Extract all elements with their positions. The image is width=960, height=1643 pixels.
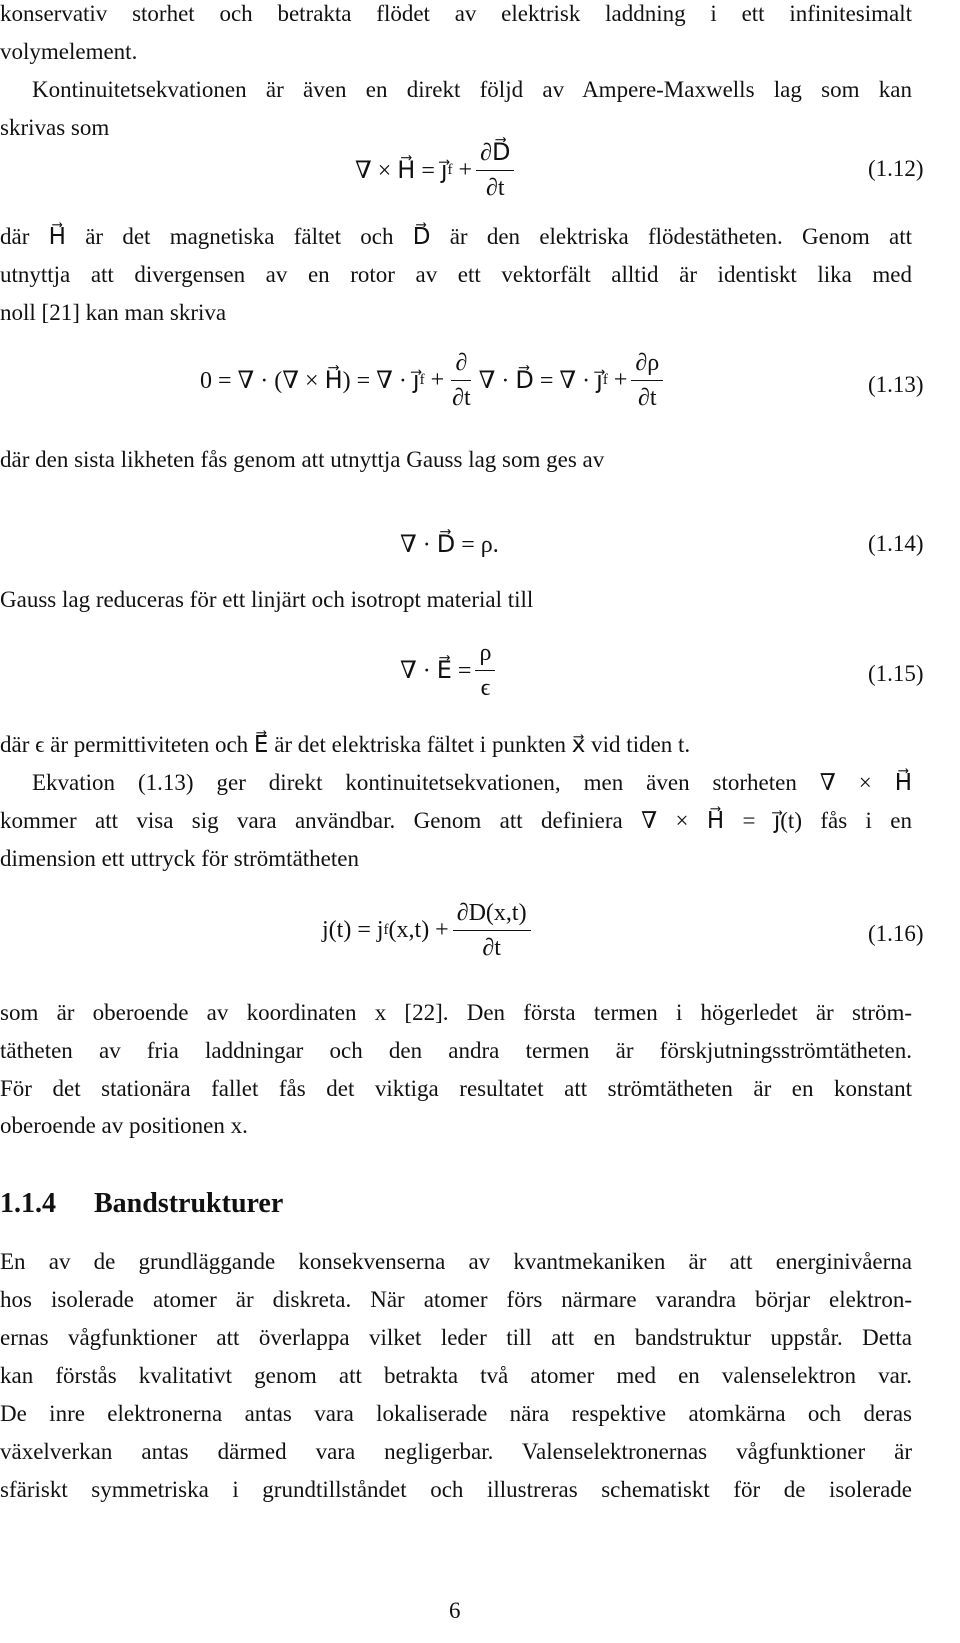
denominator: ∂t	[486, 175, 505, 201]
section-heading	[0, 1188, 283, 1220]
text-line: oberoende av positionen x.	[0, 1113, 248, 1138]
text-line: konservativ storhet och betrakta flödet av elektrisk laddning i ett infinitesimalt	[0, 1, 912, 26]
eq-part: ∇ · E⃗ =	[400, 658, 472, 684]
section-title: Bandstrukturer	[94, 1188, 284, 1219]
text-line: där ϵ är permittiviteten och E⃗ är det elektriska fältet i punkten x⃗ vid tiden t.	[0, 732, 691, 757]
equation-number: (1.13)	[868, 372, 924, 397]
text-line: Gauss lag reduceras för ett linjärt och isotropt material till	[0, 587, 534, 612]
eq-part: ∇ · D⃗ = ρ.	[400, 532, 499, 558]
equation-1-16	[322, 900, 535, 961]
denominator: ϵ	[480, 675, 491, 701]
text-line: dimension ett uttryck för strömtätheten	[0, 846, 359, 871]
text-line: De inre elektronerna antas vara lokaliserade nära respektive atomkärna och deras	[0, 1401, 912, 1426]
numerator: ρ	[475, 640, 495, 671]
text-line: skrivas som	[0, 115, 110, 140]
eq-part: 0 = ∇ · (∇ × H⃗) = ∇ · j⃗	[200, 368, 420, 394]
text-line: Kontinuitetsekvationen är även en direkt följd av Ampere-Maxwells lag som kan	[32, 77, 912, 102]
text-line: där den sista likheten fås genom att utnyttja Gauss lag som ges av	[0, 447, 605, 472]
text-line: som är oberoende av koordinaten x [22]. Den första termen i högerledet är ström-	[0, 1000, 912, 1025]
equation-1-15	[400, 640, 499, 701]
numerator: ∂D⃗	[476, 140, 514, 171]
numerator: ∂ρ	[631, 350, 663, 381]
equation-1-14	[400, 530, 499, 559]
fraction	[476, 140, 514, 201]
text-line: tätheten av fria laddningar och den andra termen är förskjutningsströmtätheten.	[0, 1038, 912, 1063]
numerator: ∂D(x,t)	[453, 900, 531, 931]
eq-part: +	[613, 367, 628, 393]
text-line: kan förstås kvalitativt genom att betrakta två atomer med en valenselektron var.	[0, 1363, 912, 1388]
numerator: ∂	[451, 350, 471, 381]
text-line: hos isolerade atomer är diskreta. När atomer förs närmare varandra börjar elektron-	[0, 1287, 912, 1312]
eq-part: +	[430, 367, 445, 393]
text-line: En av de grundläggande konsekvenserna av kvantmekaniken är att energinivåerna	[0, 1249, 912, 1274]
eq-part: (x,t) +	[388, 917, 449, 943]
eq-sub: f	[383, 922, 389, 938]
text-line: För det stationära fallet fås det viktiga resultatet att strömtätheten är en konstant	[0, 1076, 912, 1101]
equation-1-12	[355, 140, 518, 201]
eq-sub: f	[447, 162, 453, 178]
eq-part: +	[458, 157, 473, 183]
equation-1-13	[200, 350, 667, 411]
text-line: ernas vågfunktioner att överlappa vilket leder till att en bandstruktur uppstår. Detta	[0, 1325, 912, 1350]
text-line: volymelement.	[0, 39, 138, 64]
eq-part: ∇ × H⃗ = j⃗	[355, 158, 448, 184]
fraction	[453, 900, 531, 961]
text-line: Ekvation (1.13) ger direkt kontinuitetsekvationen, men även storheten ∇ × H⃗	[32, 770, 912, 795]
text-line: kommer att visa sig vara användbar. Genom att definiera ∇ × H⃗ = j⃗(t) fås i en	[0, 808, 912, 833]
equation-number: (1.16)	[868, 921, 924, 946]
equation-number: (1.12)	[868, 156, 924, 181]
equation-number: (1.15)	[868, 661, 924, 686]
eq-part: ∇ · D⃗ = ∇ · j⃗	[478, 368, 603, 394]
eq-part: j(t) = j	[322, 917, 384, 943]
fraction	[631, 350, 663, 411]
denominator: ∂t	[638, 385, 657, 411]
section-number: 1.1.4	[0, 1188, 56, 1219]
text-line: noll [21] kan man skriva	[0, 300, 227, 325]
text-line: sfäriskt symmetriska i grundtillståndet och illustreras schematiskt för de isolerade	[0, 1477, 912, 1502]
fraction	[448, 350, 475, 411]
denominator: ∂t	[452, 385, 471, 411]
equation-number: (1.14)	[868, 531, 924, 556]
eq-sub: f	[602, 372, 608, 388]
text-line: utnyttja att divergensen av en rotor av ett vektorfält alltid är identiskt lika med	[0, 262, 912, 287]
text-line: växelverkan antas därmed vara negligerbar. Valenselektronernas vågfunktioner är	[0, 1439, 912, 1464]
text-line: där H⃗ är det magnetiska fältet och D⃗ är den elektriska flödestätheten. Genom att	[0, 224, 912, 249]
page-number: 6	[449, 1598, 461, 1623]
denominator: ∂t	[482, 935, 501, 961]
fraction	[475, 640, 495, 701]
eq-sub: f	[419, 372, 425, 388]
